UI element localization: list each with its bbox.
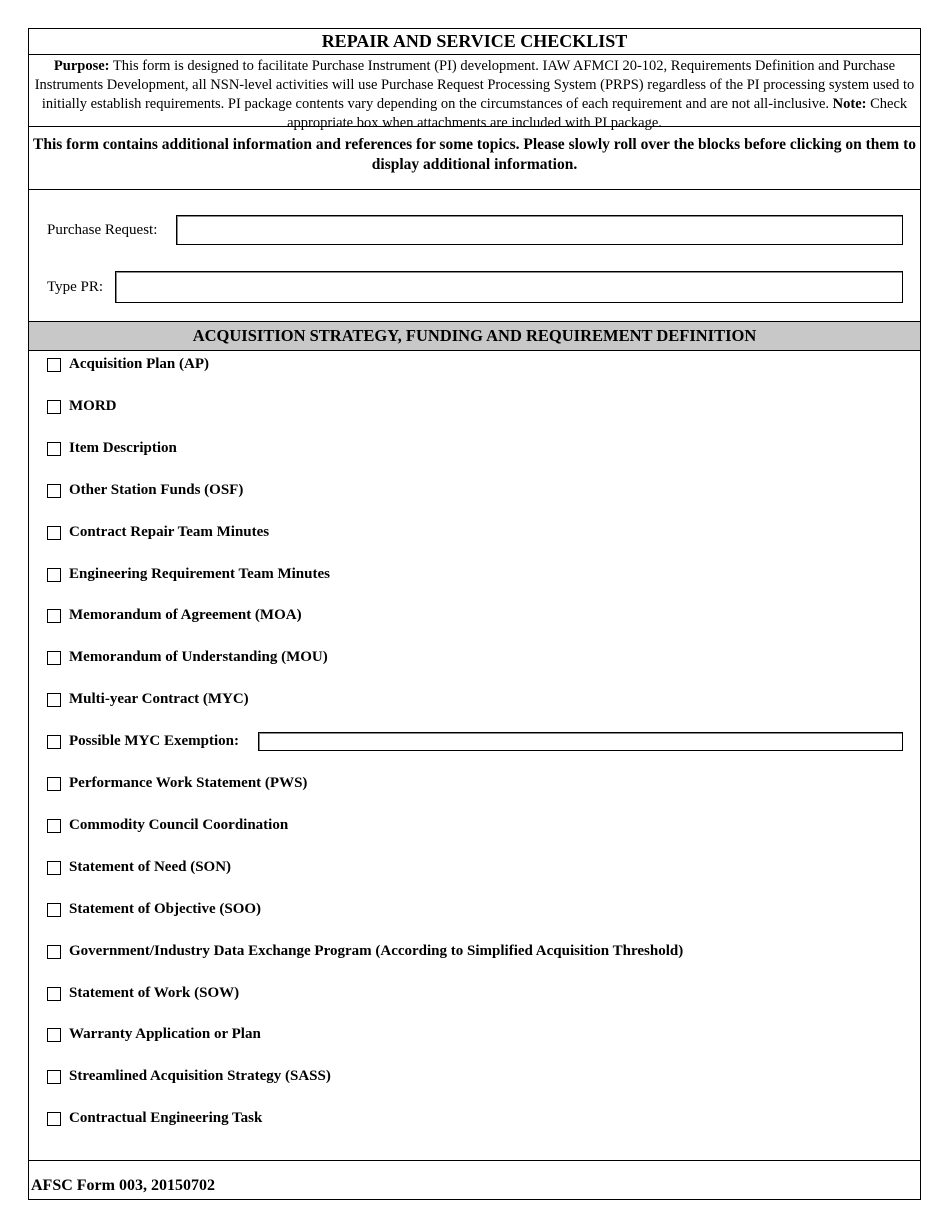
type-pr-label: Type PR: <box>47 279 104 295</box>
checklist-item-label: Performance Work Statement (PWS) <box>69 775 308 791</box>
checklist-item-label: Streamlined Acquisition Strategy (SASS) <box>69 1068 331 1084</box>
checklist-item[interactable] <box>47 565 903 587</box>
checklist-item-label: Government/Industry Data Exchange Program (According to Simplified Acquisition Threshold) <box>69 943 684 959</box>
type-pr-input[interactable] <box>115 271 903 303</box>
purpose-paragraph <box>29 55 920 131</box>
checkbox[interactable] <box>47 442 61 456</box>
checkbox[interactable] <box>47 903 61 917</box>
checkbox[interactable] <box>47 987 61 1001</box>
checklist-item[interactable] <box>47 481 903 503</box>
checklist-item[interactable] <box>47 606 903 628</box>
checkbox[interactable] <box>47 1112 61 1126</box>
checklist-item-label: Multi-year Contract (MYC) <box>69 691 249 707</box>
checklist-item[interactable] <box>47 1109 903 1131</box>
repair-service-checklist-form <box>28 28 921 1200</box>
purchase-request-input[interactable] <box>176 215 903 245</box>
checkbox[interactable] <box>47 777 61 791</box>
section-heading: ACQUISITION STRATEGY, FUNDING AND REQUIREMENT DEFINITION <box>29 321 920 351</box>
checklist-item-label: Contractual Engineering Task <box>69 1110 263 1126</box>
checklist-item-label: Memorandum of Understanding (MOU) <box>69 649 328 665</box>
checklist-item[interactable] <box>47 355 903 377</box>
checklist-item-label: Engineering Requirement Team Minutes <box>69 566 330 582</box>
checklist-item[interactable] <box>47 1067 903 1089</box>
checkbox[interactable] <box>47 1070 61 1084</box>
checkbox[interactable] <box>47 568 61 582</box>
checkbox[interactable] <box>47 945 61 959</box>
type-pr-row <box>29 271 920 303</box>
purpose-label: Purpose: <box>53 58 110 74</box>
form-identifier: AFSC Form 003, 20150702 <box>31 1177 215 1194</box>
checklist-item[interactable] <box>47 397 903 419</box>
checklist-item-label: Acquisition Plan (AP) <box>69 356 210 372</box>
checklist-item[interactable] <box>47 1025 903 1047</box>
checklist-item[interactable] <box>47 942 903 964</box>
checkbox[interactable] <box>47 735 61 749</box>
checklist-item[interactable] <box>47 690 903 712</box>
checklist-item-label: Statement of Work (SOW) <box>69 985 240 1001</box>
checkbox[interactable] <box>47 819 61 833</box>
purpose-text: This form is designed to facilitate Purchase Instrument (PI) development. IAW AFMCI 20-102, Requirements Definition and Purchase Instruments Development, all NSN-level activities will use Purchase Request Processing System (PRPS) regardless of the PI processing system used to initially establish requirements. PI package contents vary depending on the circumstances of each requirement and are not all-inclusive. <box>34 58 915 112</box>
checkbox[interactable] <box>47 609 61 623</box>
checkbox[interactable] <box>47 526 61 540</box>
checklist-item[interactable] <box>47 439 903 461</box>
checklist-item-label: Commodity Council Coordination <box>69 817 289 833</box>
form-title: REPAIR AND SERVICE CHECKLIST <box>29 29 920 55</box>
checklist-item-label: Statement of Objective (SOO) <box>69 901 262 917</box>
checkbox[interactable] <box>47 861 61 875</box>
checklist-item-label: Contract Repair Team Minutes <box>69 524 270 540</box>
purchase-request-label: Purchase Request: <box>47 222 158 238</box>
checklist-item-label: Possible MYC Exemption: <box>69 733 239 749</box>
checklist-item[interactable] <box>47 858 903 880</box>
checklist-item-label: Item Description <box>69 440 177 456</box>
checklist-item-label: Memorandum of Agreement (MOA) <box>69 607 302 623</box>
note-label: Note: <box>832 96 867 112</box>
checklist-item[interactable] <box>47 816 903 838</box>
checkbox[interactable] <box>47 484 61 498</box>
note-text: Check appropriate box when attachments are included with PI package. <box>287 96 908 131</box>
checklist-item-label: Warranty Application or Plan <box>69 1026 261 1042</box>
checklist-item-label: MORD <box>69 398 117 414</box>
checkbox[interactable] <box>47 693 61 707</box>
checklist-item[interactable] <box>47 523 903 545</box>
checkbox[interactable] <box>47 1028 61 1042</box>
checkbox[interactable] <box>47 358 61 372</box>
myc-exemption-input[interactable] <box>258 732 903 751</box>
form-footer <box>29 1160 920 1201</box>
checklist-item[interactable] <box>47 900 903 922</box>
checkbox[interactable] <box>47 400 61 414</box>
checklist-item[interactable] <box>47 732 903 754</box>
checklist-item[interactable] <box>47 984 903 1006</box>
checklist-item[interactable] <box>47 774 903 796</box>
rollover-notice: This form contains additional information and references for some topics. Please slowly roll over the blocks before clicking on them to display additional information. <box>29 127 920 190</box>
checklist-item-label: Other Station Funds (OSF) <box>69 482 244 498</box>
checkbox[interactable] <box>47 651 61 665</box>
purchase-request-row <box>29 215 920 245</box>
checklist-item-label: Statement of Need (SON) <box>69 859 232 875</box>
checklist-item[interactable] <box>47 648 903 670</box>
